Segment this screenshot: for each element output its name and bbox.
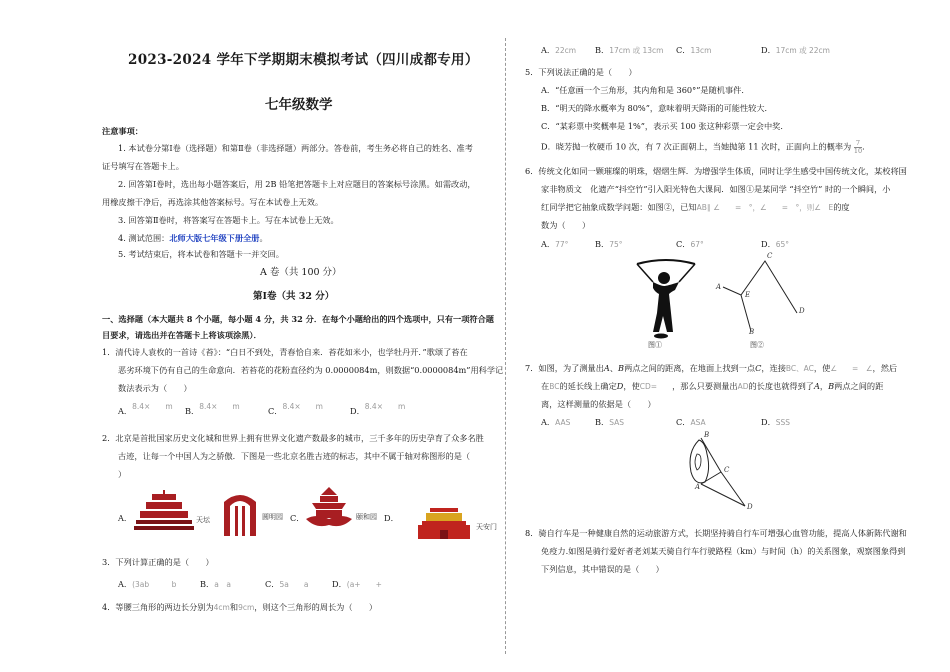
q7-option-a-label: A． [541,417,556,427]
q4-option-d[interactable] [761,44,830,57]
q6-point-a: A [716,283,722,291]
q3-option-b[interactable] [200,578,246,591]
note-5: 5. 考试结束后，将本试卷和答题卡一并交回。 [118,249,284,259]
q1-option-b-label: B． [185,406,200,416]
q3-option-d-math: (a+ + [346,580,382,589]
q6-line-d: 数为（ ） [541,220,591,230]
q3-option-a-label: A． [118,579,133,589]
temple-of-heaven-logo [134,490,194,535]
q7-option-d-label: D． [761,417,776,427]
q2-option-d-label: D． [384,513,399,523]
q7-line-c: 离，这样测量的依据是（ ） [541,399,656,409]
q5-option-b[interactable]: B．“明天的降水概率为 80%”，意味着明天降雨的可能性较大． [541,103,773,113]
q6-math-angles: ∠ = °，∠ = °， [713,203,807,212]
q8-line-b: 免疫力.如图是骑行爱好者老刘某天骑自行车行驶路程（km）与时间（h）的关系图象，观察图象得到 [541,546,906,556]
q3-option-d-label: D． [332,579,347,589]
figure-2-caption: 图② [750,341,764,349]
q6-math-parallel: AB∥ [696,203,711,212]
q4-option-a[interactable] [541,44,576,57]
q1-option-b[interactable] [185,402,240,418]
q7-point-a: A [695,483,701,491]
q2-line-b: 古迹，让每一个中国人为之骄傲．下图是一些北京名胜古迹的标志，其中不属于轴对称图形的是（ [118,451,471,461]
q3-option-d[interactable] [332,578,382,591]
q6-point-b: B [749,328,755,336]
q7-option-b[interactable] [595,416,624,429]
q7b-point-a-text: A [814,381,820,391]
q7b-measure-text: ，那么只要测量出 [672,381,738,391]
q2-label-yuanmingyuan: 圆明园 [262,513,283,521]
q1-line-a: 1．清代诗人袁枚的一首诗《苔》：“白日不到处，青春恰自来．苔花如米小，也学牡丹开．”歌颂了苔在 [102,347,468,357]
q5-fraction [854,140,862,155]
q2-option-a[interactable] [118,512,132,525]
q7b-math-cd: CD= [639,382,673,391]
q7-option-b-value: SAS [609,418,625,427]
part-1-heading: 第Ⅰ卷（共 32 分） [253,291,335,302]
q1-option-d-math: 8.4× m [364,402,406,411]
figure-1-caption: 图① [648,341,662,349]
q7-make-text: ，使 [813,363,831,373]
q4-option-c[interactable] [676,44,711,57]
q7-option-d-value: SSS [775,418,791,427]
q4-line [102,601,377,614]
q6-line-c [541,201,850,214]
q1-option-c-label: C． [268,406,283,416]
q6-option-d-label: D． [761,239,776,249]
q2-option-c[interactable] [290,512,304,525]
q1-line-b: 恶劣环境下仍有自己的生命意向．若苔花的花粉直径约为 0.0000084m，则数据“0.0000084m”用科学记 [118,365,504,375]
instructions-a: 一、选择题（本大题共 8 个小题，每小题 4 分，共 32 分．在每个小题给出的四个选项中，只有一项符合题 [102,314,494,324]
q6-line-a: 6．传统文化如同一颗璀璨的明珠，熠熠生辉．为增强学生体质，同时让学生感受中国传统文化，某校将国 [525,166,907,176]
q2-label-yiheyuan: 颐和园 [356,513,377,521]
summer-palace-logo [304,485,354,535]
q7-line-b [541,380,883,393]
q6-option-d[interactable] [761,238,789,251]
q6-math-find: 则∠ E [806,203,834,212]
q6-option-c-value: 67° [690,240,704,249]
q7-math-segments: BC、AC [785,364,814,373]
q7-option-d[interactable] [761,416,790,429]
q5-option-d-suffix: ． [862,141,871,152]
q3-option-a-math: (3ab b [132,580,177,589]
q7-option-c-label: C． [676,417,691,427]
q6-option-d-value: 65° [775,240,790,249]
q1-option-a[interactable] [118,402,173,418]
instructions-b: 目要求，请选出并在答题卡上将该项涂黑）． [102,330,262,340]
q7-point-d: D [747,503,753,511]
note-1a: 1. 本试卷分第Ⅰ卷（选择题）和第Ⅱ卷（非选择题）两部分。答卷前，考生务必将自己的姓名、准考 [118,143,473,153]
note-4 [118,232,268,245]
q7b-math-bc: BC [549,382,560,391]
q5-option-d-text: D．晓芳抛一枚硬币 10 次，有 7 次正面朝上，当她抛第 11 次时，正面向上的概率为 [541,141,852,152]
q2-option-d[interactable] [384,512,399,525]
q6-option-b-label: B． [595,239,610,249]
q1-option-a-math: 8.4× m [132,402,173,411]
q4-suffix: ，则这个三角形的周长为（ ） [254,602,378,612]
q7-option-b-label: B． [595,417,610,427]
q7-option-a[interactable] [541,416,570,429]
q7-math-angle: ∠ = ∠ [830,364,873,373]
note-3: 3. 回答第Ⅱ卷时，将答案写在答题卡上。写在本试卷上无效。 [118,215,339,225]
q2-line-a: 2．北京是首批国家历史文化城和世界上拥有世界文化遗产数最多的城市，三千多年的历史孕育了众多名胜 [102,433,484,443]
geometry-figure-q7 [681,430,761,508]
q7-connect-text: ，连接 [761,363,786,373]
q5-fraction-denominator: 10 [853,147,863,156]
q1-option-c[interactable] [268,402,323,418]
q5-option-d[interactable] [541,140,870,155]
q2-option-a-label: A． [118,513,133,523]
q2-label-tiantan: 天坛 [196,516,210,524]
q7-option-c-value: ASA [690,418,706,427]
q7b-sep: ， [819,381,829,391]
q7-option-c[interactable] [676,416,706,429]
q4-option-c-label: C． [676,45,691,55]
q3-option-b-label: B． [200,579,215,589]
q7b-point-b-text: B [828,381,835,391]
q7-mid-text: 两点之间的距离，在地面上找到一点 [624,363,756,373]
q6-option-c[interactable] [676,238,704,251]
q4-option-a-label: A． [541,45,556,55]
q6-option-a-label: A． [541,239,556,249]
q7-point-a-text: A [603,363,610,373]
q2-option-c-label: C． [290,513,305,523]
q3-option-c[interactable] [265,578,308,591]
q4-option-b-label: B． [595,45,610,55]
q1-line-c: 数法表示为（ ） [118,383,192,393]
q3-option-c-label: C． [265,579,280,589]
q5-line: 5．下列说法正确的是（ ） [525,67,637,77]
q7-line-a [525,362,897,375]
q7b-make-text: ，使 [623,381,640,391]
q6-line-b: 家非物质文 化遗产“抖空竹”引入阳光特色大课间．如图①是某同学 “抖空竹” 时的一个瞬间，小 [541,184,891,194]
q8-line-c: 下列信息，其中错误的是（ ） [541,564,664,574]
q1-option-d[interactable] [350,402,406,418]
q6-option-a-value: 77° [555,240,569,249]
q4-option-d-label: D． [761,45,776,55]
q7-prefix: 7．如图，为了测量出 [525,363,604,373]
q3-option-c-math: 5a a [279,580,309,589]
exam-title: 2023-2024 学年下学期期末模拟考试（四川成都专用） [128,52,479,68]
q1-option-c-math: 8.4× m [282,402,323,411]
q6-option-b-value: 75° [609,240,623,249]
q5-fraction-numerator: 7 [854,140,862,148]
q4-side-a: 4cm [213,603,230,612]
q6-line-c-prefix: 红同学把它抽象成数学问题：如图②，已知 [541,202,697,212]
note-2b: 用橡皮擦干净后，再选涂其他答案标号。写在本试卷上无效。 [102,197,324,207]
section-a-heading: A 卷（共 100 分） [260,267,342,278]
geometry-figure-q6 [715,255,805,337]
exam-subtitle: 七年级数学 [265,97,333,113]
q7-point-c-text: C [755,363,762,373]
q2-label-tiananmen: 天安门 [476,523,497,531]
q3-line: 3．下列计算正确的是（ ） [102,557,214,567]
q1-option-b-math: 8.4× m [199,402,240,411]
notes-heading: 注意事项： [102,126,143,136]
q7-then-text: ，然后 [872,363,898,373]
q7b-suffix: 两点之间的距 [834,381,884,391]
q7-point-b-text: B [618,363,625,373]
q6-point-c: C [767,252,773,260]
q6-point-e: E [745,291,751,299]
q4-option-b-value: 17cm 或 13cm [609,46,664,55]
q7b-point-d-text: D [616,381,624,391]
note-4-suffix: 。 [259,233,268,243]
column-divider [505,38,506,654]
q7b-length-text: 的长度也就得到了 [748,381,814,391]
q7-sep: 、 [609,363,619,373]
q1-option-a-label: A． [118,406,133,416]
note-4-prefix: 4. 测试范围： [118,233,170,243]
q3-option-b-math: a a [214,580,246,589]
q4-mid: 和 [229,602,239,612]
yuanmingyuan-logo [220,488,260,538]
q7-option-a-value: AAS [555,418,571,427]
q1-option-d-label: D． [350,406,365,416]
q7b-math-ad: AD [737,382,749,391]
q4-option-c-value: 13cm [690,46,712,55]
q5-option-a[interactable]: A．“任意画一个三角形，其内角和是 360°”是随机事件． [541,85,750,95]
q6-option-b[interactable] [595,238,623,251]
q7-point-c: C [724,466,730,474]
q5-option-c[interactable]: C．“某彩票中奖概率是 1%”，表示买 100 张这种彩票一定会中奖． [541,121,789,131]
q4-prefix: 4．等腰三角形的两边长分别为 [102,602,214,612]
q4-option-b[interactable] [595,44,663,57]
q7b-prefix: 在 [541,381,550,391]
q6-line-c-suffix: 的度 [833,202,850,212]
q4-option-d-value: 17cm 或 22cm [775,46,830,55]
q6-option-c-label: C． [676,239,691,249]
q7-point-b: B [704,431,710,439]
note-1b: 证号填写在答题卡上。 [102,161,184,171]
q8-line-a: 8．骑自行车是一种健康自然的运动旅游方式，长期坚持骑自行车可增强心血管功能，提高人体新陈代谢和 [525,528,907,538]
q4-side-b: 9cm [238,603,255,612]
q7b-ext-text: 的延长线上确定 [559,381,617,391]
tiananmen-logo [416,508,472,542]
q6-option-a[interactable] [541,238,568,251]
q3-option-a[interactable] [118,578,176,591]
q4-option-a-value: 22cm [555,46,577,55]
diabolo-figure [631,258,701,340]
note-4-range: 北师大版七年级下册全册 [169,233,260,243]
q6-point-d: D [799,307,805,315]
note-2a: 2. 回答第Ⅰ卷时，选出每小题答案后，用 2B 铅笔把答题卡上对应题目的答案标号涂黑。如需改动， [118,179,476,189]
q2-line-c: ） [118,469,127,479]
